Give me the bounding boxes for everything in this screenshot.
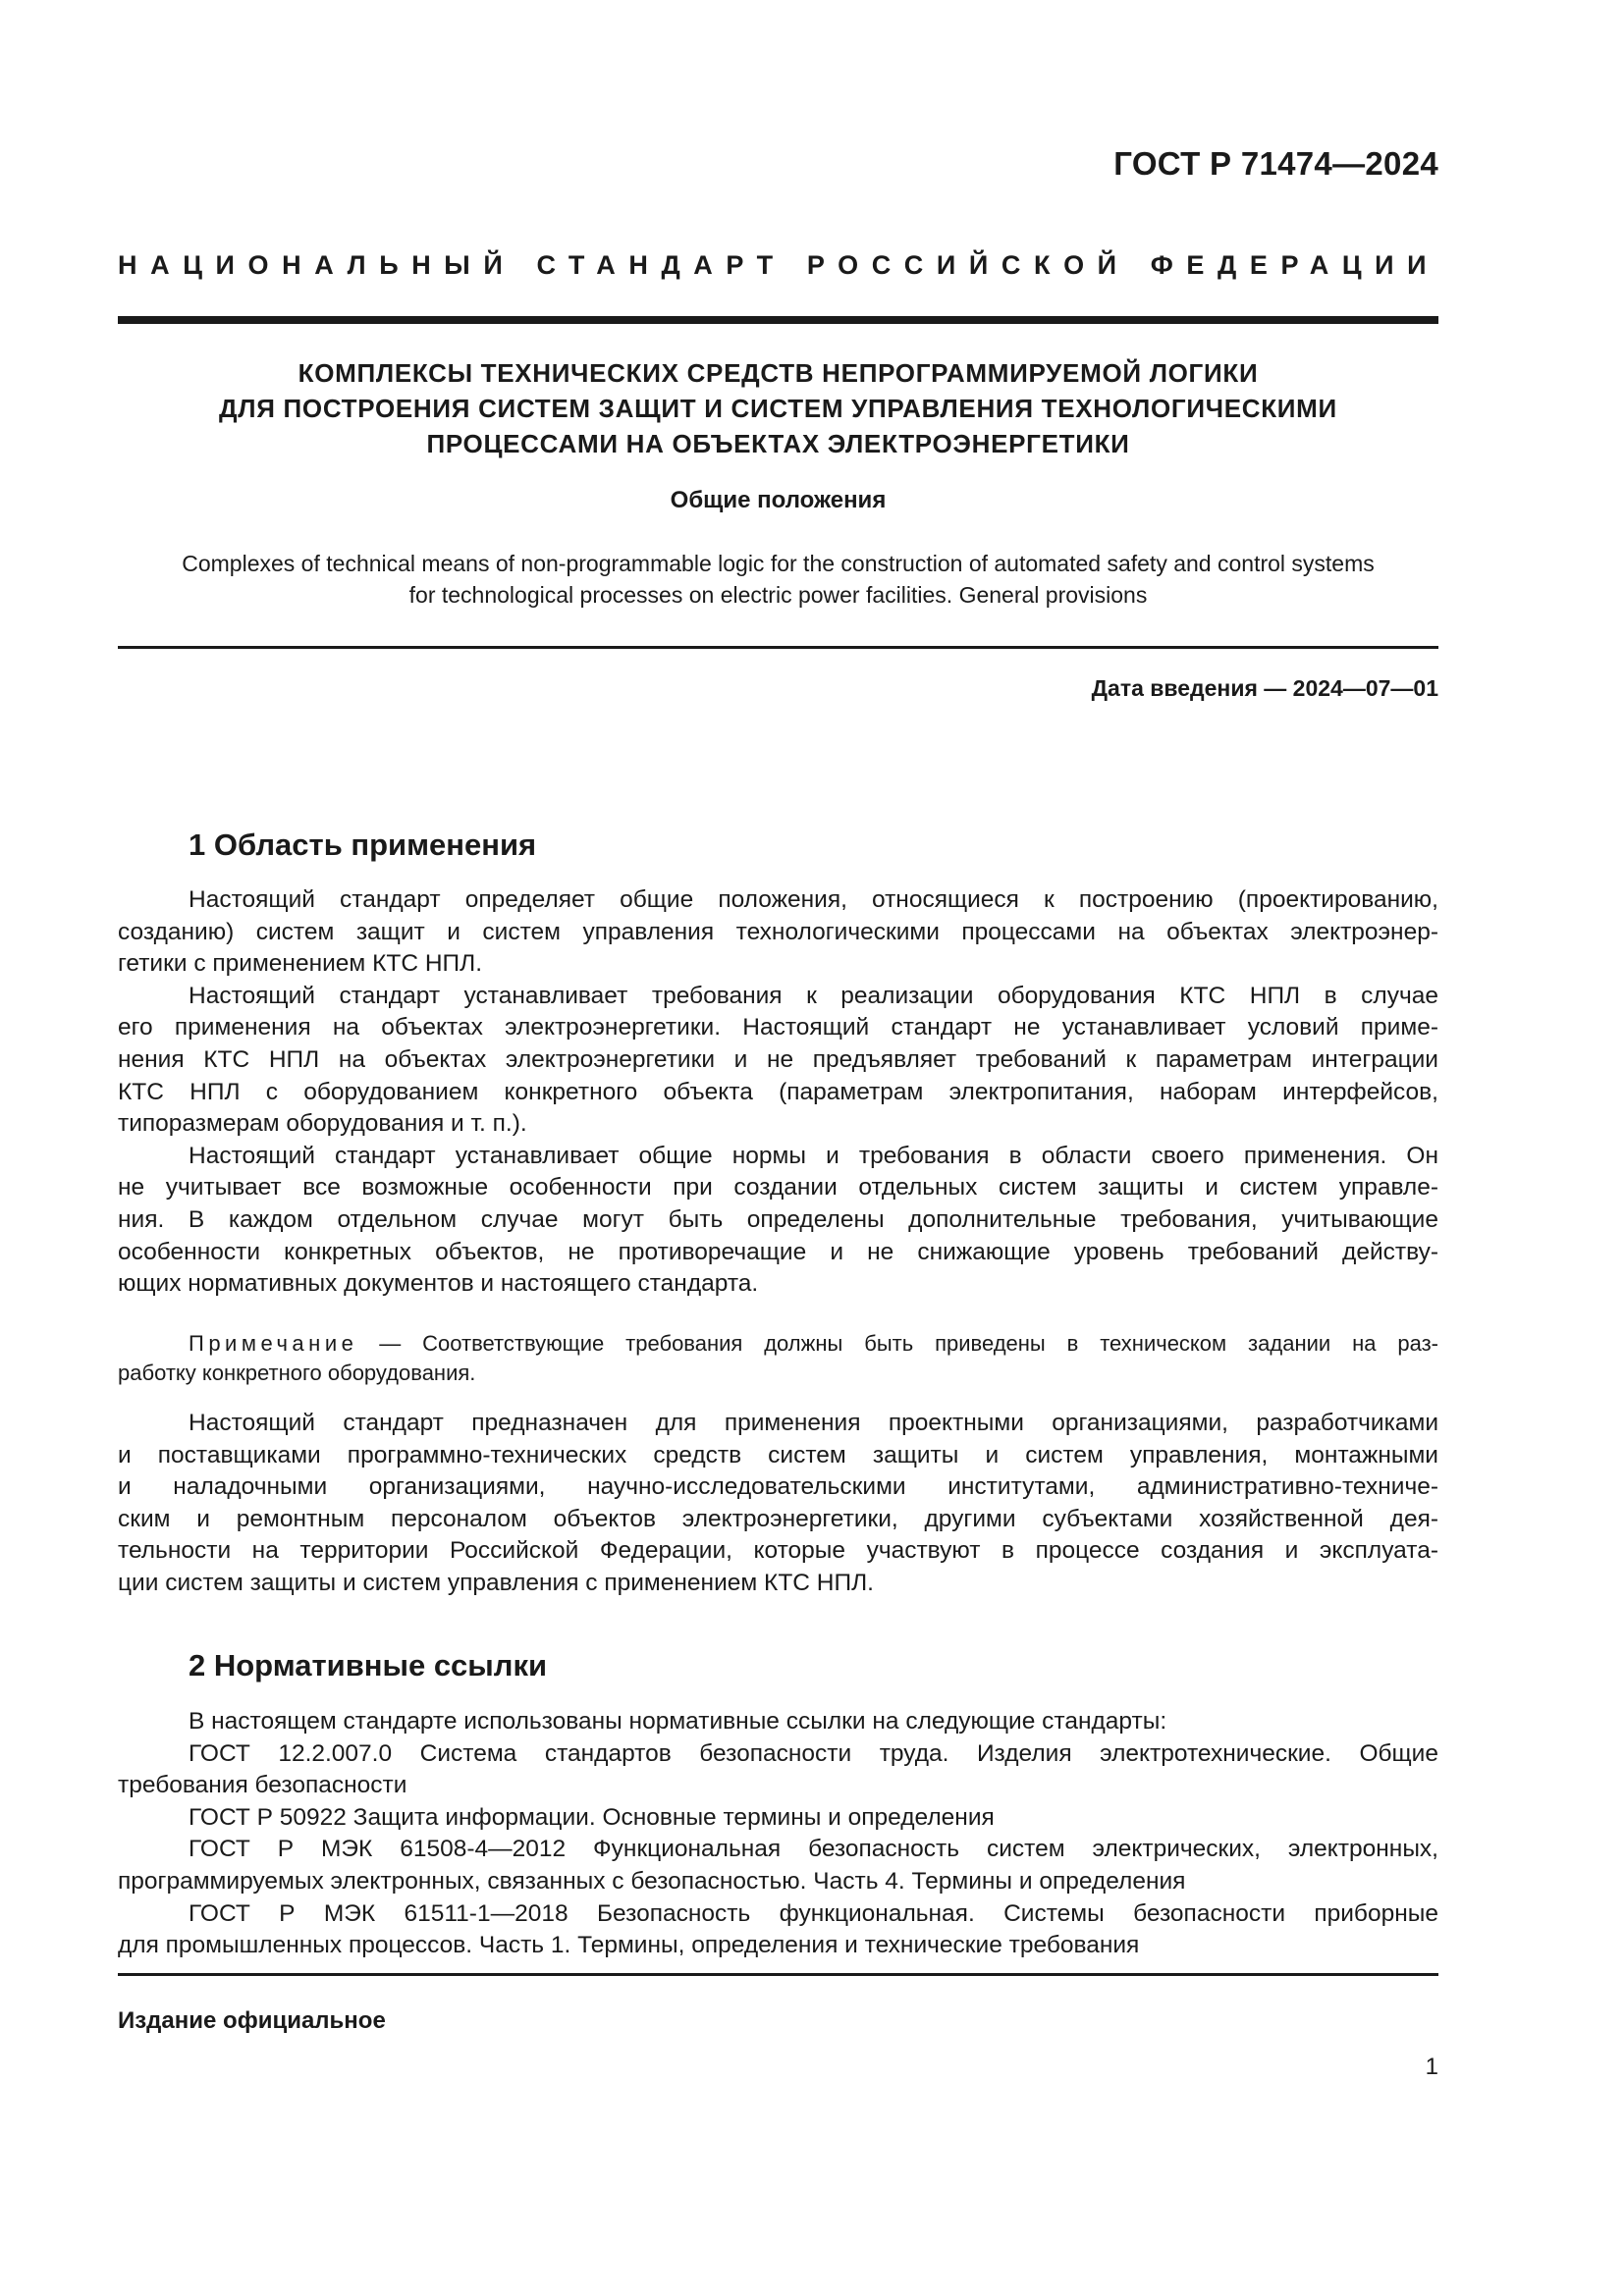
gost-number: ГОСТ Р 71474—2024 [1113, 145, 1438, 182]
paragraph [118, 1141, 1438, 1301]
document-title [118, 355, 1438, 461]
english-title-line: for technological processes on electric power facilities. General provisions [408, 582, 1148, 608]
text-line: гетики с применением КТС НПЛ. [118, 950, 483, 978]
note-label: Примечание [189, 1331, 358, 1356]
english-title [118, 548, 1438, 611]
text-line: Настоящий стандарт устанавливает требования к реализации оборудования КТС НПЛ в случае [189, 982, 1438, 1009]
title-divider [118, 646, 1438, 649]
paragraph [118, 1408, 1438, 1600]
text-line: ния. В каждом отдельном случае могут быть определены дополнительные требования, учитывающие [118, 1205, 1438, 1233]
section-2-body [118, 1706, 1438, 1962]
text-line: ГОСТ Р МЭК 61508-4—2012 Функциональная безопасность систем электрических, электронных, [189, 1836, 1438, 1863]
reference-item [118, 1802, 1438, 1835]
reference-item [118, 1738, 1438, 1802]
text-line: его применения на объектах электроэнергетики. Настоящий стандарт не устанавливает условий приме- [118, 1014, 1438, 1041]
reference-item [118, 1898, 1438, 1962]
text-line: Настоящий стандарт устанавливает общие нормы и требования в области своего применения. Он [189, 1142, 1438, 1169]
section-1-heading: 1 Область применения [189, 828, 537, 862]
text-line: Настоящий стандарт предназначен для применения проектными организациями, разработчиками [189, 1410, 1438, 1436]
english-title-line: Complexes of technical means of non-programmable logic for the construction of automated safety and control systems [182, 551, 1375, 576]
paragraph [118, 1706, 1438, 1738]
text-line: ским и ремонтным персоналом объектов электроэнергетики, другими субъектами хозяйственной дея- [118, 1505, 1438, 1532]
text-line: не учитывает все возможные особенности при создании отдельных систем защиты и систем управле- [118, 1174, 1438, 1201]
text-line: ГОСТ 12.2.007.0 Система стандартов безопасности труда. Изделия электротехнические. Общие [189, 1739, 1438, 1767]
paragraph [118, 981, 1438, 1141]
page-number: 1 [1425, 2054, 1438, 2080]
paragraph [118, 884, 1438, 981]
official-edition-label: Издание официальное [118, 2007, 386, 2034]
text-line: и поставщиками программно-технических средств систем защиты и систем управления, монтажными [118, 1441, 1438, 1468]
header-divider [118, 316, 1438, 324]
text-line: нения КТС НПЛ на объектах электроэнергетики и не предъявляет требований к параметрам интеграции [118, 1045, 1438, 1073]
text-line [118, 1329, 1438, 1359]
document-subtitle: Общие положения [670, 487, 887, 513]
text-line: особенности конкретных объектов, не противоречащие и не снижающие уровень требований действу- [118, 1238, 1438, 1265]
title-line: КОМПЛЕКСЫ ТЕХНИЧЕСКИХ СРЕДСТВ НЕПРОГРАММИРУЕМОЙ ЛОГИКИ [298, 358, 1259, 388]
text-line: ции систем защиты и систем управления с применением КТС НПЛ. [118, 1569, 874, 1596]
note [118, 1329, 1438, 1388]
document-page [118, 0, 1438, 2296]
text-line: ющих нормативных документов и настоящего стандарта. [118, 1270, 759, 1298]
title-line: ДЛЯ ПОСТРОЕНИЯ СИСТЕМ ЗАЩИТ И СИСТЕМ УПРАВЛЕНИЯ ТЕХНОЛОГИЧЕСКИМИ [219, 394, 1337, 423]
text-line: ГОСТ Р 50922 Защита информации. Основные термины и определения [189, 1803, 995, 1831]
title-line: ПРОЦЕССАМИ НА ОБЪЕКТАХ ЭЛЕКТРОЭНЕРГЕТИКИ [426, 429, 1130, 458]
text-line: созданию) систем защит и систем управления технологическими процессами на объектах электроэнер- [118, 918, 1438, 945]
section-1-body [118, 884, 1438, 1301]
reference-item [118, 1834, 1438, 1897]
text-line: типоразмерам оборудования и т. п.). [118, 1110, 527, 1138]
text-line: требования безопасности [118, 1772, 407, 1799]
text-line: В настоящем стандарте использованы нормативные ссылки на следующие стандарты: [189, 1708, 1167, 1735]
note-text: — Соответствующие требования должны быть приведены в техническом задании на раз- [357, 1331, 1438, 1356]
text-line: Настоящий стандарт определяет общие положения, относящиеся к построению (проектированию, [189, 886, 1438, 913]
national-standard-header: НАЦИОНАЛЬНЫЙ СТАНДАРТ РОССИЙСКОЙ ФЕДЕРАЦИИ [118, 250, 1440, 280]
introduction-date: Дата введения — 2024—07—01 [1091, 675, 1438, 701]
text-line: тельности на территории Российской Федерации, которые участвуют в процессе создания и эксплуата- [118, 1537, 1438, 1565]
text-line: программируемых электронных, связанных с безопасностью. Часть 4. Термины и определения [118, 1867, 1186, 1895]
footer-divider [118, 1973, 1438, 1976]
text-line: и наладочными организациями, научно-исследовательскими институтами, административно-техниче- [118, 1473, 1438, 1501]
text-line: КТС НПЛ с оборудованием конкретного объекта (параметрам электропитания, наборам интерфейсов, [118, 1078, 1438, 1105]
text-line: работку конкретного оборудования. [118, 1361, 476, 1385]
section-2-heading: 2 Нормативные ссылки [189, 1648, 548, 1682]
note-paragraph [118, 1329, 1438, 1388]
text-line: для промышленных процессов. Часть 1. Термины, определения и технические требования [118, 1932, 1140, 1959]
section-1-body-continued [118, 1408, 1438, 1600]
text-line: ГОСТ Р МЭК 61511-1—2018 Безопасность функциональная. Системы безопасности приборные [189, 1899, 1438, 1927]
